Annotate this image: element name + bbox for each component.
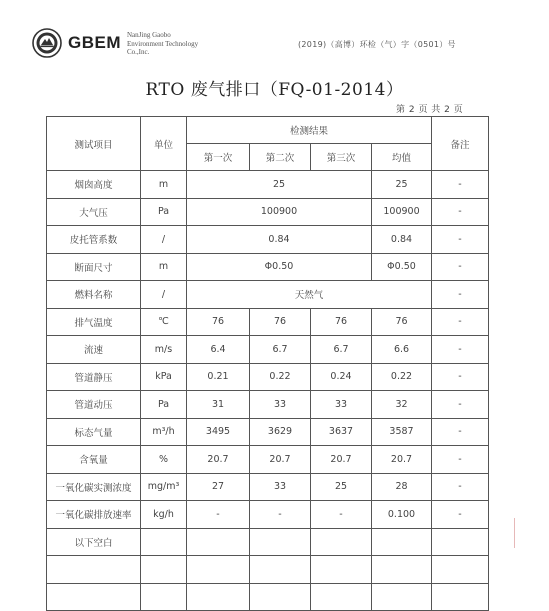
subheader-second: 第二次 [250, 144, 311, 171]
value-cell: 33 [250, 473, 311, 501]
item-cell: 皮托管系数 [47, 226, 141, 254]
value-cell: 3495 [187, 418, 250, 446]
empty-cell [47, 556, 141, 584]
unit-cell: m³/h [141, 418, 187, 446]
value-cell: Φ0.50 [187, 253, 372, 281]
remark-cell: - [432, 308, 489, 336]
item-cell: 标态气量 [47, 418, 141, 446]
col-header-item: 测试项目 [47, 117, 141, 171]
table-row [47, 501, 489, 529]
value-cell: - [187, 501, 250, 529]
average-cell: 28 [372, 473, 432, 501]
header-row [47, 117, 489, 144]
page-info: 第 2 页 共 2 页 [396, 105, 464, 115]
table-row [47, 281, 489, 309]
average-cell: 0.84 [372, 226, 432, 254]
average-cell: 3587 [372, 418, 432, 446]
value-cell: 27 [187, 473, 250, 501]
item-cell: 燃料名称 [47, 281, 141, 309]
value-cell: 6.7 [311, 336, 372, 364]
item-cell: 一氧化碳排放速率 [47, 501, 141, 529]
value-cell: 76 [187, 308, 250, 336]
value-cell: 33 [250, 391, 311, 419]
empty-cell [311, 528, 372, 556]
value-cell: 31 [187, 391, 250, 419]
table-row [47, 418, 489, 446]
average-cell: Φ0.50 [372, 253, 432, 281]
empty-cell [432, 583, 489, 611]
unit-cell: Pa [141, 391, 187, 419]
subheader-first: 第一次 [187, 144, 250, 171]
value-cell: - [250, 501, 311, 529]
value-cell: 0.24 [311, 363, 372, 391]
table-row [47, 253, 489, 281]
value-cell: 0.21 [187, 363, 250, 391]
col-header-results: 检测结果 [187, 117, 432, 144]
table-row [47, 226, 489, 254]
value-cell: 6.7 [250, 336, 311, 364]
empty-cell [250, 528, 311, 556]
empty-cell [187, 556, 250, 584]
average-cell: 32 [372, 391, 432, 419]
logo-text: GBEM [68, 33, 121, 52]
value-cell: 0.22 [250, 363, 311, 391]
unit-cell: m [141, 253, 187, 281]
blank-row [47, 583, 489, 611]
results-table [46, 116, 489, 611]
value-cell: 20.7 [250, 446, 311, 474]
table-row [47, 171, 489, 199]
empty-cell [250, 556, 311, 584]
value-cell: - [311, 501, 372, 529]
page-title: RTO 废气排口（FQ-01-2014） [145, 80, 404, 100]
unit-cell: kg/h [141, 501, 187, 529]
empty-cell [372, 556, 432, 584]
remark-cell: - [432, 226, 489, 254]
item-cell: 含氧量 [47, 446, 141, 474]
item-cell: 排气温度 [47, 308, 141, 336]
empty-cell [372, 583, 432, 611]
remark-cell: - [432, 253, 489, 281]
empty-cell [47, 583, 141, 611]
company-line: Co.,Inc. [127, 48, 150, 56]
item-cell: 管道动压 [47, 391, 141, 419]
blank-row [47, 528, 489, 556]
empty-cell [187, 528, 250, 556]
unit-cell: / [141, 226, 187, 254]
item-cell: 断面尺寸 [47, 253, 141, 281]
table-row [47, 446, 489, 474]
blank-label-cell: 以下空白 [47, 528, 141, 556]
average-cell: 25 [372, 171, 432, 199]
remark-cell: - [432, 281, 489, 309]
average-cell: 100900 [372, 198, 432, 226]
unit-cell: / [141, 281, 187, 309]
remark-cell: - [432, 473, 489, 501]
item-cell: 一氧化碳实测浓度 [47, 473, 141, 501]
unit-cell: m [141, 171, 187, 199]
remark-cell: - [432, 363, 489, 391]
unit-cell: % [141, 446, 187, 474]
value-cell: 天然气 [187, 281, 432, 309]
table-row [47, 473, 489, 501]
remark-cell: - [432, 501, 489, 529]
average-cell: 6.6 [372, 336, 432, 364]
value-cell: 3637 [311, 418, 372, 446]
company-line: Environment Technology [127, 39, 199, 48]
table-row [47, 308, 489, 336]
empty-cell [311, 556, 372, 584]
empty-cell [141, 528, 187, 556]
unit-cell: Pa [141, 198, 187, 226]
item-cell: 大气压 [47, 198, 141, 226]
remark-cell: - [432, 198, 489, 226]
remark-cell: - [432, 446, 489, 474]
unit-cell: m/s [141, 336, 187, 364]
report-header [0, 0, 549, 70]
remark-cell: - [432, 171, 489, 199]
value-cell: 76 [311, 308, 372, 336]
value-cell: 25 [311, 473, 372, 501]
value-cell: 20.7 [311, 446, 372, 474]
average-cell: 0.100 [372, 501, 432, 529]
col-header-remark: 备注 [432, 117, 489, 171]
subheader-average: 均值 [372, 144, 432, 171]
empty-cell [311, 583, 372, 611]
empty-cell [372, 528, 432, 556]
value-cell: 3629 [250, 418, 311, 446]
average-cell: 0.22 [372, 363, 432, 391]
unit-cell: ℃ [141, 308, 187, 336]
value-cell: 6.4 [187, 336, 250, 364]
remark-cell: - [432, 391, 489, 419]
empty-cell [187, 583, 250, 611]
value-cell: 76 [250, 308, 311, 336]
remark-cell: - [432, 336, 489, 364]
table-row [47, 391, 489, 419]
empty-cell [141, 583, 187, 611]
item-cell: 烟囱高度 [47, 171, 141, 199]
document-number: (2019)（高博）环检（气）字（0501）号 [298, 40, 456, 49]
unit-cell: kPa [141, 363, 187, 391]
blank-row [47, 556, 489, 584]
value-cell: 25 [187, 171, 372, 199]
margin-mark [514, 518, 515, 548]
empty-cell [250, 583, 311, 611]
average-cell: 20.7 [372, 446, 432, 474]
col-header-unit: 单位 [141, 117, 187, 171]
table-row [47, 198, 489, 226]
table-row [47, 336, 489, 364]
empty-cell [432, 556, 489, 584]
unit-cell: mg/m³ [141, 473, 187, 501]
subheader-third: 第三次 [311, 144, 372, 171]
company-name [127, 31, 198, 57]
remark-cell: - [432, 418, 489, 446]
empty-cell [432, 528, 489, 556]
value-cell: 0.84 [187, 226, 372, 254]
value-cell: 100900 [187, 198, 372, 226]
table-row [47, 363, 489, 391]
value-cell: 33 [311, 391, 372, 419]
empty-cell [141, 556, 187, 584]
company-line: NanJing Gaobo [127, 31, 171, 39]
value-cell: 20.7 [187, 446, 250, 474]
item-cell: 流速 [47, 336, 141, 364]
item-cell: 管道静压 [47, 363, 141, 391]
gbem-logo-icon [32, 28, 62, 58]
average-cell: 76 [372, 308, 432, 336]
